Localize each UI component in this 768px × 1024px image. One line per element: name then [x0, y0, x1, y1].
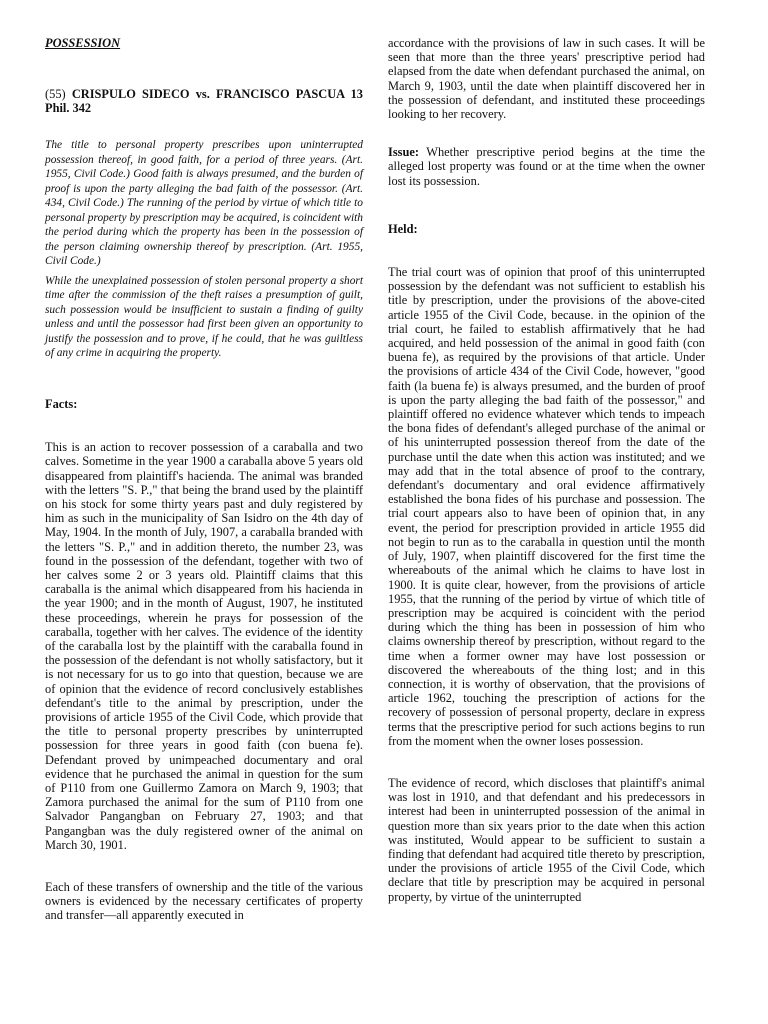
facts-paragraph: Each of these transfers of ownership and the title of the various owners is evidenced by the necessary certificates of property and transfer—all apparently executed in	[45, 880, 363, 923]
issue-label: Issue:	[388, 145, 419, 160]
issue-text: Whether prescriptive period begins at the time the alleged lost property was found or at the time when the owner lost its possession.	[388, 145, 705, 188]
issue-paragraph	[388, 145, 705, 188]
right-column	[388, 32, 705, 904]
held-paragraph: The evidence of record, which discloses that plaintiff's animal was lost in 1910, and that defendant and his predecessors in interest had been in uninterrupted possession of the animal in question more than six years prior to the date when this action was instituted, Would appear to be sufficient to sustain a finding that defendant had acquired title thereto by prescription, under the provisions of article 1955 of the Civil Code, which declare that title by prescription may be acquired in personal property, by virtue of the uninterrupted	[388, 775, 705, 904]
facts-paragraph-continued: accordance with the provisions of law in such cases. It will be seen that more than the three years' prescriptive period had elapsed from the date when defendant purchased the animal, on March 9, 1903, until the date when plaintiff discovered her in the possession of defendant, and instituted these proceedings looking to her recovery.	[388, 36, 705, 122]
held-heading: Held:	[388, 221, 418, 236]
case-name: CRISPULO SIDECO vs. FRANCISCO PASCUA 13 Phil. 342	[45, 87, 363, 116]
case-title	[45, 87, 363, 115]
syllabus-paragraph: While the unexplained possession of stolen personal property a short time after the commission of the theft raises a presumption of guilt, such possession would be insufficient to sustain a finding of guilty unless and until the possessor had first been given an opportunity to justify the possession and to prove, if he could, that he was guiltless of any crime in acquiring the property.	[45, 274, 363, 360]
section-title: POSSESSION	[45, 36, 121, 50]
case-number: (55)	[45, 87, 66, 101]
syllabus-paragraph: The title to personal property prescribes upon uninterrupted possession thereof, in good faith, for a period of three years. (Art. 1955, Civil Code.) Good faith is always presumed, and the burden of proof is upon the party alleging the bad faith of the possessor. (Art. 434, Civil Code.) The running of the period by virtue of which title to personal property by prescription may be acquired, is coincident with the period during which the property has been in the possession of the person claiming ownership thereof by prescription. (Art. 1955, Civil Code.)	[45, 139, 363, 268]
held-paragraph: The trial court was of opinion that proof of this uninterrupted possession by the defendant was not sufficient to establish his title by prescription, under the provisions of the above-cited article 1955 of the Civil Code, because. in the opinion of the trial court, he failed to establish affirmatively that he had acquired, and held possession of the animal in good faith (con buena fe), as required by the provisions of that article. Under the provisions of article 434 of the Civil Code, however, "good faith (la buena fe) is always presumed, and the burden of proof is upon the party alleging the bad faith of the possessor," and plaintiff offered no evidence whatever which tends to impeach the bona fides of defendant's alleged purchase of the animal or of his uninterrupted possession thereof from the date of the purchase until the date when this action was instituted; and we may add that in the total absence of proof to the contrary, defendant's documentary and oral evidence affirmatively established the bona fides of his purchase and possession. The trial court appears also to have been of opinion that, in any event, the period for prescription provided in article 1955 did not begin to run as to the caraballa in question until the month of July, 1907, when plaintiff discovered for the first time the whereabouts of the animal which he claims to have lost in 1900. It is quite clear, however, from the provisions of article 1955, that the running of the period by virtue of which title of prescription may be acquired is coincident with the period during which the thing has been in possession of him who claims ownership thereof by prescription, without regard to the time when a former owner may have lost possession or discovered the whereabouts of the thing lost; and in this connection, it is worthy of observation, that the provisions of article 1962, touching the prescription of actions for the recovery of possession of personal property, declare in express terms that the prescriptive period for such actions begins to run from the moment when the owner loses possession.	[388, 265, 705, 748]
facts-paragraph: This is an action to recover possession of a caraballa and two calves. Sometime in the year 1900 a caraballa above 5 years old disappeared from plaintiff's hacienda. The animal was branded with the letters "S. P.," that being the brand used by the plaintiff on his stock for some thirty years past and duly registered by him as such in the municipality of San Isidro on the 4th day of May, 1904. In the month of July, 1907, a caraballa branded with the letters "S. P.," and in addition thereto, the number 23, was found in the possession of the defendant, together with two of her calves some 2 or 3 years old. Plaintiff claims that this caraballa is the animal which disappeared from his hacienda in the year 1900; and in the month of August, 1907, he instituted these proceedings, wherein he prays for possession of the caraballa, together with her calves. The evidence of the identity of the caraballa lost by the plaintiff with the caraballa found in the possession of the defendant is not wholly satisfactory, but it is not necessary for us to go into that question, because we are of opinion that the evidence of record conclusively establishes defendant's title to the animal by prescription, under the provisions of article 1955 of the Civil Code, which provide that the title to personal property prescribes by uninterrupted possession for three years in good faith (con buena fe). Defendant proved by unimpeached documentary and oral evidence that he purchased the animal in question for the sum of P110 from one Guillermo Zamora on March 9, 1903; that Zamora purchased the animal for the sum of P110 from one Salvador Pangangban on February 27, 1903; and that Pangangban was the duly registered owner of the animal on March 30, 1901.	[45, 440, 363, 852]
left-column	[45, 32, 363, 923]
facts-heading: Facts:	[45, 396, 78, 411]
